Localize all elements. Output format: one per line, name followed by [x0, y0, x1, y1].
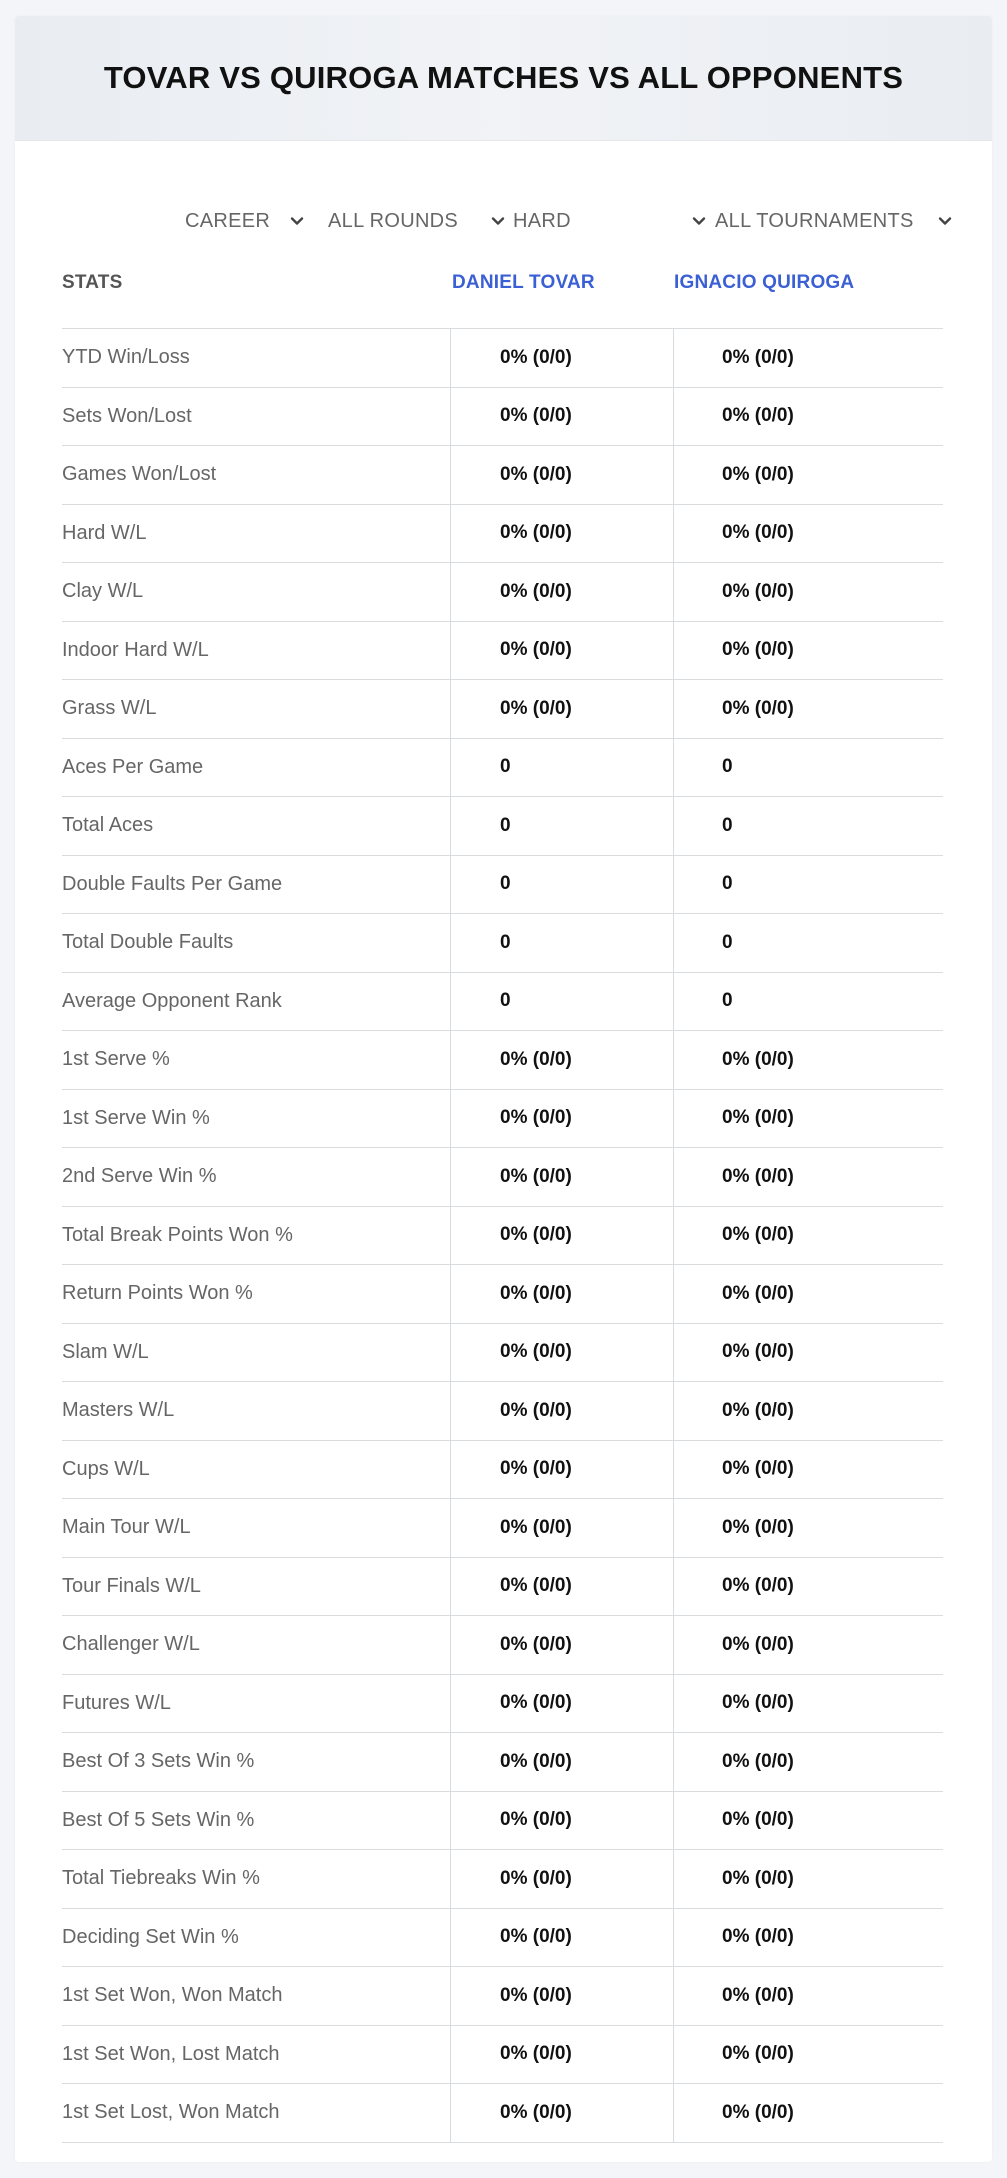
table-row	[62, 1850, 943, 1909]
stat-label: Grass W/L	[62, 697, 157, 720]
stat-label: 2nd Serve Win %	[62, 1165, 217, 1188]
stat-label: Best Of 5 Sets Win %	[62, 1808, 255, 1831]
stats-column-header: STATS	[62, 272, 123, 293]
surface-select-value: HARD	[513, 209, 571, 232]
player1-stat-value: 0% (0/0)	[450, 1967, 673, 2025]
player1-stat-value: 0% (0/0)	[450, 1616, 673, 1674]
player2-stat-value: 0% (0/0)	[673, 1382, 943, 1440]
player1-stat-value: 0% (0/0)	[450, 1792, 673, 1850]
player2-stat-value: 0% (0/0)	[673, 680, 943, 738]
stats-table	[62, 254, 943, 2143]
chevron-down-icon	[689, 211, 709, 231]
table-row	[62, 1090, 943, 1149]
table-row	[62, 1207, 943, 1266]
tournaments-select[interactable]	[715, 201, 955, 241]
stat-label: Deciding Set Win %	[62, 1925, 239, 1948]
player1-stat-value: 0% (0/0)	[450, 1090, 673, 1148]
table-row	[62, 739, 943, 798]
stats-card	[15, 16, 992, 2162]
page-header	[15, 16, 992, 141]
table-row	[62, 680, 943, 739]
stat-label: 1st Set Won, Lost Match	[62, 2042, 280, 2065]
player2-stat-value: 0	[673, 856, 943, 914]
player1-name-link[interactable]: DANIEL TOVAR	[452, 272, 595, 293]
table-row	[62, 1558, 943, 1617]
player1-stat-value: 0% (0/0)	[450, 1441, 673, 1499]
stat-label: Return Points Won %	[62, 1282, 253, 1305]
stat-label: 1st Serve Win %	[62, 1106, 210, 1129]
player2-stat-value: 0% (0/0)	[673, 1792, 943, 1850]
player1-stat-value: 0	[450, 856, 673, 914]
period-select[interactable]	[185, 201, 307, 241]
stat-label: Total Aces	[62, 814, 154, 837]
stat-label: Aces Per Game	[62, 755, 204, 778]
player1-stat-value: 0% (0/0)	[450, 1675, 673, 1733]
player1-stat-value: 0% (0/0)	[450, 329, 673, 387]
player2-stat-value: 0% (0/0)	[673, 1499, 943, 1557]
player1-stat-value: 0	[450, 914, 673, 972]
table-row	[62, 856, 943, 915]
player2-stat-value: 0% (0/0)	[673, 1031, 943, 1089]
player2-stat-value: 0% (0/0)	[673, 1324, 943, 1382]
table-row	[62, 1382, 943, 1441]
table-row	[62, 1324, 943, 1383]
player2-stat-value: 0% (0/0)	[673, 2026, 943, 2084]
stat-label: Hard W/L	[62, 521, 147, 544]
stat-label: Main Tour W/L	[62, 1516, 191, 1539]
table-row	[62, 388, 943, 447]
table-row	[62, 1909, 943, 1968]
stat-label: Challenger W/L	[62, 1633, 200, 1656]
player1-stat-value: 0% (0/0)	[450, 1382, 673, 1440]
table-row	[62, 1441, 943, 1500]
player1-stat-value: 0	[450, 797, 673, 855]
player1-stat-value: 0% (0/0)	[450, 1499, 673, 1557]
player2-stat-value: 0% (0/0)	[673, 563, 943, 621]
player1-stat-value: 0% (0/0)	[450, 1909, 673, 1967]
stat-label: 1st Set Won, Won Match	[62, 1984, 283, 2007]
table-row	[62, 1675, 943, 1734]
table-body	[62, 329, 943, 2143]
stat-label: Double Faults Per Game	[62, 872, 283, 895]
player2-stat-value: 0	[673, 739, 943, 797]
player1-stat-value: 0% (0/0)	[450, 446, 673, 504]
period-select-value: CAREER	[185, 209, 271, 232]
player1-stat-value: 0% (0/0)	[450, 680, 673, 738]
table-row	[62, 1499, 943, 1558]
rounds-select-value: ALL ROUNDS	[328, 209, 459, 232]
player2-stat-value: 0% (0/0)	[673, 388, 943, 446]
player2-stat-value: 0% (0/0)	[673, 1265, 943, 1323]
player1-stat-value: 0% (0/0)	[450, 2026, 673, 2084]
chevron-down-icon	[287, 211, 307, 231]
stat-label: YTD Win/Loss	[62, 346, 190, 369]
player2-name-link[interactable]: IGNACIO QUIROGA	[674, 272, 855, 293]
player1-stat-value: 0% (0/0)	[450, 1733, 673, 1791]
player2-stat-value: 0% (0/0)	[673, 1967, 943, 2025]
player2-stat-value: 0% (0/0)	[673, 1675, 943, 1733]
player2-stat-value: 0	[673, 914, 943, 972]
player1-stat-value: 0% (0/0)	[450, 2084, 673, 2142]
player2-stat-value: 0% (0/0)	[673, 1207, 943, 1265]
table-row	[62, 797, 943, 856]
rounds-select[interactable]	[328, 201, 508, 241]
stat-label: 1st Set Lost, Won Match	[62, 2101, 280, 2124]
player1-stat-value: 0% (0/0)	[450, 1850, 673, 1908]
stat-label: 1st Serve %	[62, 1048, 170, 1071]
player2-stat-value: 0% (0/0)	[673, 329, 943, 387]
player2-stat-value: 0% (0/0)	[673, 1441, 943, 1499]
page-title: TOVAR VS QUIROGA MATCHES VS ALL OPPONENTS	[103, 60, 904, 95]
player2-stat-value: 0% (0/0)	[673, 1909, 943, 1967]
table-row	[62, 1792, 943, 1851]
table-row	[62, 563, 943, 622]
player1-stat-value: 0% (0/0)	[450, 563, 673, 621]
player1-stat-value: 0% (0/0)	[450, 1148, 673, 1206]
player2-stat-value: 0% (0/0)	[673, 1850, 943, 1908]
player2-stat-value: 0% (0/0)	[673, 505, 943, 563]
stat-label: Tour Finals W/L	[62, 1574, 201, 1597]
player1-stat-value: 0% (0/0)	[450, 388, 673, 446]
stat-label: Masters W/L	[62, 1399, 175, 1422]
player2-stat-value: 0% (0/0)	[673, 1090, 943, 1148]
player2-stat-value: 0% (0/0)	[673, 1733, 943, 1791]
stat-label: Total Double Faults	[62, 931, 234, 954]
player1-stat-value: 0	[450, 739, 673, 797]
player1-stat-value: 0% (0/0)	[450, 1324, 673, 1382]
surface-select[interactable]	[513, 201, 709, 241]
player2-stat-value: 0% (0/0)	[673, 1148, 943, 1206]
chevron-down-icon	[488, 211, 508, 231]
player2-stat-value: 0% (0/0)	[673, 446, 943, 504]
player2-stat-value: 0% (0/0)	[673, 2084, 943, 2142]
chevron-down-icon	[935, 211, 955, 231]
player1-stat-value: 0% (0/0)	[450, 1265, 673, 1323]
stat-label: Futures W/L	[62, 1691, 171, 1714]
table-row	[62, 446, 943, 505]
player2-stat-value: 0% (0/0)	[673, 622, 943, 680]
player1-stat-value: 0% (0/0)	[450, 622, 673, 680]
table-row	[62, 1148, 943, 1207]
table-row	[62, 622, 943, 681]
tournaments-select-value: ALL TOURNAMENTS	[715, 209, 914, 232]
table-row	[62, 1031, 943, 1090]
stat-label: Sets Won/Lost	[62, 404, 192, 427]
table-row	[62, 2084, 943, 2143]
stat-label: Slam W/L	[62, 1340, 149, 1363]
table-row	[62, 1265, 943, 1324]
player2-stat-value: 0	[673, 973, 943, 1031]
stat-label: Games Won/Lost	[62, 463, 217, 486]
stat-label: Total Tiebreaks Win %	[62, 1867, 260, 1890]
table-row	[62, 329, 943, 388]
stat-label: Cups W/L	[62, 1457, 150, 1480]
stat-label: Clay W/L	[62, 580, 144, 603]
player1-stat-value: 0% (0/0)	[450, 1207, 673, 1265]
table-row	[62, 1616, 943, 1675]
player1-stat-value: 0	[450, 973, 673, 1031]
player1-stat-value: 0% (0/0)	[450, 1031, 673, 1089]
player2-stat-value: 0% (0/0)	[673, 1558, 943, 1616]
filter-bar	[15, 201, 992, 241]
player2-stat-value: 0% (0/0)	[673, 1616, 943, 1674]
table-header	[62, 254, 943, 329]
table-row	[62, 973, 943, 1032]
stat-label: Best Of 3 Sets Win %	[62, 1750, 255, 1773]
player1-stat-value: 0% (0/0)	[450, 505, 673, 563]
player2-stat-value: 0	[673, 797, 943, 855]
table-row	[62, 1733, 943, 1792]
stat-label: Average Opponent Rank	[62, 989, 282, 1012]
table-row	[62, 914, 943, 973]
table-row	[62, 505, 943, 564]
table-row	[62, 2026, 943, 2085]
stat-label: Total Break Points Won %	[62, 1223, 293, 1246]
table-row	[62, 1967, 943, 2026]
stat-label: Indoor Hard W/L	[62, 638, 209, 661]
player1-stat-value: 0% (0/0)	[450, 1558, 673, 1616]
